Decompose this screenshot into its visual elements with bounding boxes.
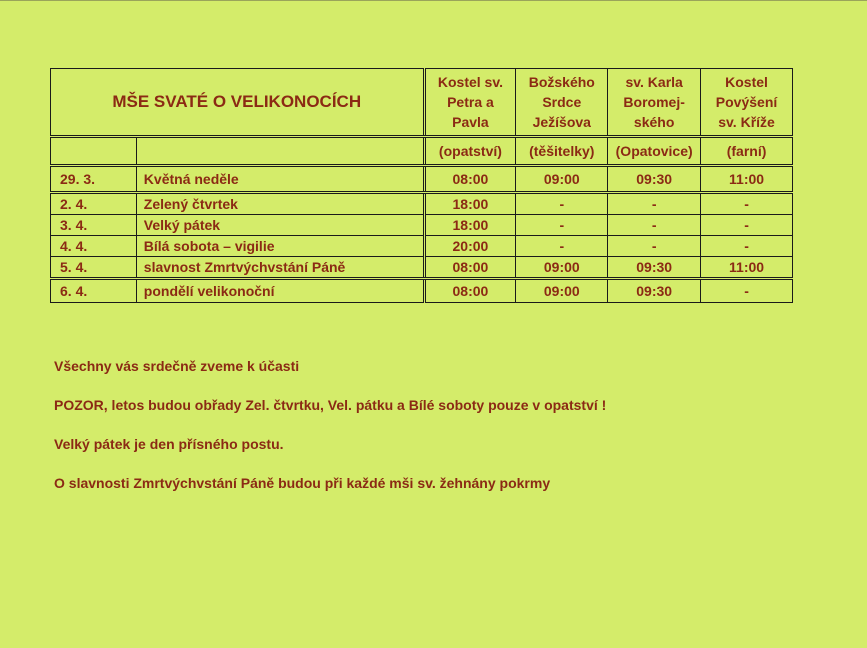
church-4-location: (farní) <box>701 137 793 166</box>
row-name: pondělí velikonoční <box>136 279 424 303</box>
table-row <box>51 279 793 303</box>
row-time: 18:00 <box>424 193 516 215</box>
row-time: - <box>701 215 793 236</box>
church-3-location: (Opatovice) <box>608 137 701 166</box>
table-row <box>51 257 793 279</box>
row-time: - <box>701 193 793 215</box>
schedule-title: MŠE SVATÉ O VELIKONOCÍCH <box>51 69 425 137</box>
row-time: 08:00 <box>424 279 516 303</box>
note-warning: POZOR, letos budou obřady Zel. čtvrtku, Vel. pátku a Bílé soboty pouze v opatství ! <box>54 397 607 413</box>
row-time: 08:00 <box>424 166 516 193</box>
church-1-line-1: Kostel sv. <box>437 74 503 90</box>
row-time: 09:00 <box>516 279 608 303</box>
row-time: 09:00 <box>516 166 608 193</box>
table-row <box>51 193 793 215</box>
church-2-location: (těšitelky) <box>516 137 608 166</box>
row-time: - <box>608 236 701 257</box>
row-time: - <box>608 215 701 236</box>
row-name: Květná neděle <box>136 166 424 193</box>
row-date: 4. 4. <box>51 236 137 257</box>
note-blessing: O slavnosti Zmrtvýchvstání Páně budou při každé mši sv. žehnány pokrmy <box>54 475 551 491</box>
row-time: 18:00 <box>424 215 516 236</box>
church-1-location: (opatství) <box>424 137 516 166</box>
row-time: 09:30 <box>608 166 701 193</box>
church-2-line-3: Ježíšova <box>532 114 591 130</box>
empty-cell <box>51 137 137 166</box>
row-time: - <box>701 236 793 257</box>
church-4-line-2: Povýšení <box>715 94 778 110</box>
row-name: Bílá sobota – vigilie <box>136 236 424 257</box>
top-border <box>0 0 867 1</box>
row-time: - <box>608 193 701 215</box>
row-time: - <box>516 236 608 257</box>
church-header-4 <box>701 69 793 137</box>
row-name: Zelený čtvrtek <box>136 193 424 215</box>
church-header-1 <box>424 69 516 137</box>
row-time: 20:00 <box>424 236 516 257</box>
church-2-line-1: Božského <box>528 74 595 90</box>
row-name: slavnost Zmrtvýchvstání Páně <box>136 257 424 279</box>
header-row <box>51 69 793 137</box>
row-name: Velký pátek <box>136 215 424 236</box>
notes-section <box>54 357 606 513</box>
row-time: 09:30 <box>608 279 701 303</box>
church-4-line-3: sv. Kříže <box>718 114 775 130</box>
church-1-line-3: Pavla <box>452 114 489 130</box>
row-time: - <box>516 193 608 215</box>
row-date: 3. 4. <box>51 215 137 236</box>
row-date: 2. 4. <box>51 193 137 215</box>
table-row <box>51 215 793 236</box>
row-time: 09:30 <box>608 257 701 279</box>
empty-cell <box>136 137 424 166</box>
row-time: 11:00 <box>701 257 793 279</box>
church-header-2 <box>516 69 608 137</box>
table-row <box>51 236 793 257</box>
church-header-3 <box>608 69 701 137</box>
location-row <box>51 137 793 166</box>
church-3-line-3: ského <box>633 114 675 130</box>
mass-schedule-table <box>50 68 793 303</box>
church-3-line-2: Boromej- <box>623 94 685 110</box>
note-fasting: Velký pátek je den přísného postu. <box>54 436 284 452</box>
note-invitation: Všechny vás srdečně zveme k účasti <box>54 358 300 374</box>
row-date: 6. 4. <box>51 279 137 303</box>
row-time: - <box>701 279 793 303</box>
row-date: 29. 3. <box>51 166 137 193</box>
church-4-line-1: Kostel <box>725 74 768 90</box>
row-time: 11:00 <box>701 166 793 193</box>
row-time: 09:00 <box>516 257 608 279</box>
row-time: - <box>516 215 608 236</box>
church-1-line-2: Petra a <box>447 94 494 110</box>
row-time: 08:00 <box>424 257 516 279</box>
table-row <box>51 166 793 193</box>
church-3-line-1: sv. Karla <box>625 74 683 90</box>
row-date: 5. 4. <box>51 257 137 279</box>
church-2-line-2: Srdce <box>542 94 582 110</box>
